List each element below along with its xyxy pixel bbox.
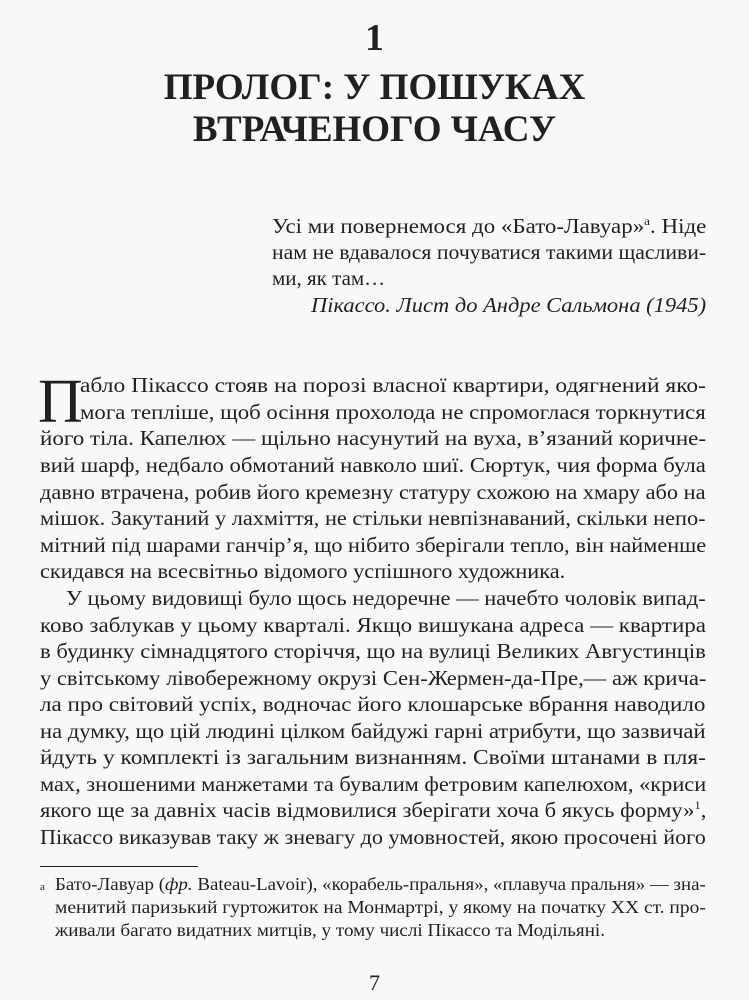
body-line: абло Пікассо стояв на порозі власної квартири, одягнений яко- xyxy=(80,373,706,397)
footnote-text: Bateau-Lavoir), «корабель-пральня», «плавуча пральня» — зна- xyxy=(192,874,706,894)
body-text: якого ще за давніх часів відмовилися зберігати хоча б якусь форму» xyxy=(40,798,695,822)
body-line: в будинку сімнадцятого сторіччя, що на вулиці Великих Августинців xyxy=(40,639,706,663)
body-line: У цьому видовищі було щось недоречне — начебто чоловік випад- xyxy=(66,586,706,610)
body-line: ково заблукав у цьому кварталі. Якщо вишукана адреса — квартира xyxy=(40,613,706,637)
footnote-line: менитий паризький гуртожиток на Монмартрі, у якому на початку XX ст. про- xyxy=(55,897,706,917)
epigraph-line: нам не вдавалося почуватися такими щасливи- xyxy=(272,240,707,264)
footnote-mark: а xyxy=(40,881,45,893)
body-line: мішок. Закутаний у лахміття, не стільки невпізнаваний, скільки непо- xyxy=(40,506,706,530)
footnote-ref[interactable]: 1 xyxy=(694,797,701,812)
chapter-title-line-2: ВТРАЧЕНОГО ЧАСУ xyxy=(192,109,557,150)
body-line: давно втрачена, робив його кремезну статуру схожою на хмару або на xyxy=(40,480,706,504)
body-line: скидався на всесвітньо відомого успішного художника. xyxy=(40,559,566,583)
body-line: мітний під шарами ганчір’я, що нібито зберігали тепло, він найменше xyxy=(40,533,707,557)
footnote-line xyxy=(55,873,706,896)
body-line: мога тепліше, щоб осіння прохолода не спромоглася торкнутися xyxy=(80,400,706,424)
epigraph-line xyxy=(272,213,706,239)
body-line: вий шарф, недбало обмотаний навколо шиї. Сюртук, чия форма була xyxy=(40,453,706,477)
body-line: мах, зношеними манжетами та бувалим фетровим капелюхом, «криси xyxy=(40,772,707,796)
footnote-text: Бато-Лавуар ( xyxy=(55,874,166,894)
footnote-text: фр. xyxy=(165,874,193,894)
footnote-line: живали багато видатних митців, у тому числі Пікассо та Модільяні. xyxy=(55,920,605,940)
body-line: Пікассо виказував таку ж зневагу до умовностей, якою просочені його xyxy=(40,825,706,849)
drop-cap: П xyxy=(38,368,83,436)
epigraph-note-mark[interactable]: а xyxy=(644,214,651,228)
body-line: ла про світовий успіх, водночас його клошарське вбрання наводило xyxy=(40,692,706,716)
epigraph-text: . Ніде xyxy=(650,214,707,238)
body-line: йдуть у комплекті із загальним визнанням. Своїми штанами в пля- xyxy=(40,745,706,769)
body-line: на думку, що цій людині цілком байдужі гарні атрибути, що зазвичай xyxy=(40,719,706,743)
body-line: у світському лівобережному окрузі Сен-Жермен-да-Пре,— аж крича- xyxy=(40,666,707,690)
body-text: , xyxy=(700,798,707,822)
body-line: його тіла. Капелюх — щільно насунутий на вуха, в’язаний коричне- xyxy=(40,426,707,450)
page-number: 7 xyxy=(369,970,380,995)
epigraph-line: ми, як там… xyxy=(272,266,386,290)
epigraph-text: Усі ми повернемося до «Бато-Лавуар» xyxy=(272,214,645,238)
chapter-title-line-1: ПРОЛОГ: У ПОШУКАХ xyxy=(163,67,586,108)
epigraph-attribution: Пікассо. Лист до Андре Сальмона (1945) xyxy=(310,293,706,317)
body-line xyxy=(40,797,706,824)
footnote-divider xyxy=(40,866,198,867)
chapter-number: 1 xyxy=(365,17,384,59)
